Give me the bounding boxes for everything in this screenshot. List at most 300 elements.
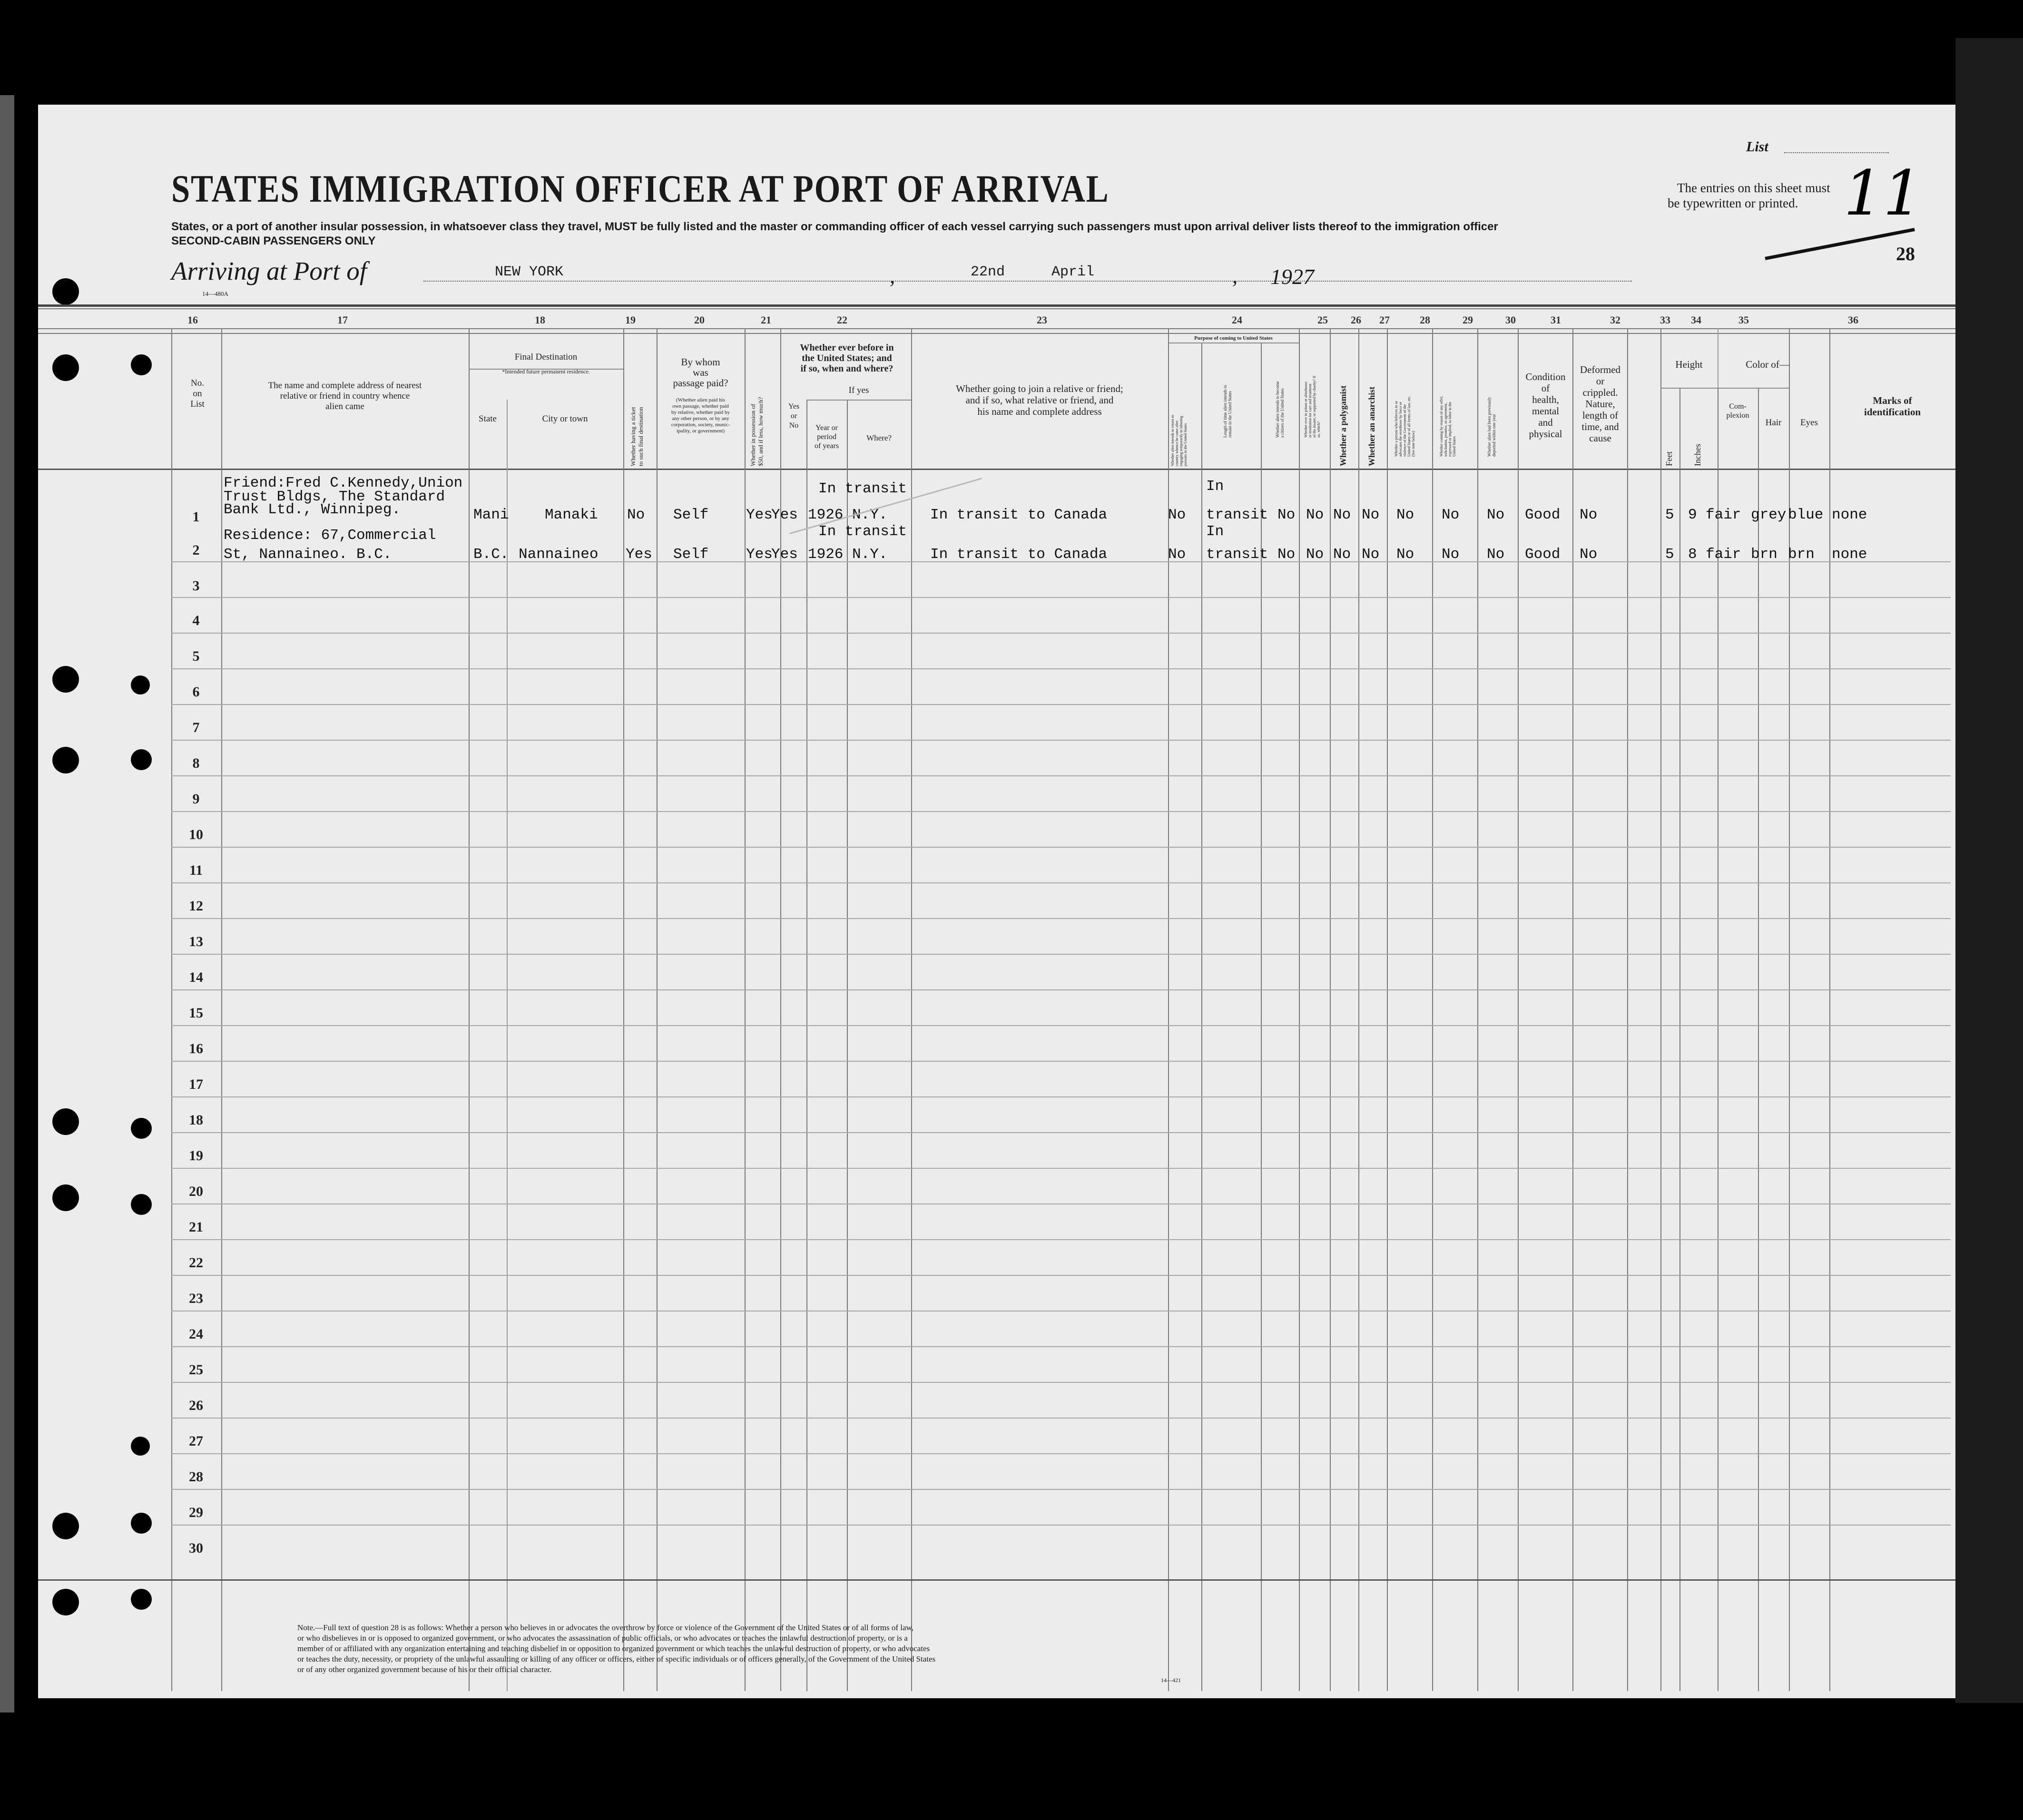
row2-paid-by: Self (673, 546, 709, 563)
header-col-22-ifyes: If yes (848, 385, 869, 395)
header-col-28 (1394, 396, 1415, 457)
punch-hole (131, 1513, 152, 1534)
header-col-32-line: or (1596, 375, 1605, 387)
col-num-24: 24 (1232, 314, 1242, 326)
header-col-33-inches: Inches (1693, 444, 1702, 466)
row2-believes: No (1396, 546, 1414, 563)
header-col-31-line: mental (1532, 405, 1560, 417)
header-col-22-yesno-line: No (789, 421, 799, 430)
row2-deported: No (1487, 546, 1505, 563)
row-number: 16 (189, 1041, 203, 1057)
header-col-20-line: By whom (681, 356, 720, 368)
sheet-number: 28 (1896, 243, 1915, 264)
row-number: 13 (189, 934, 203, 949)
header-col-17-line: relative or friend in country whence (280, 391, 410, 401)
header-col-20 (659, 357, 742, 388)
row-number: 6 (192, 684, 200, 700)
header-col-31-line: Condition (1525, 371, 1566, 382)
binding-strip (0, 95, 14, 1712)
row-guide-line (171, 633, 1951, 634)
header-col-24-b-line: remain in the United States (1228, 391, 1232, 438)
punch-hole (52, 666, 79, 693)
row2-relative-line: St, Nannaineo. B.C. (224, 546, 392, 563)
row-number: 30 (189, 1540, 203, 1556)
col-divider (1758, 388, 1759, 1691)
col-divider (1432, 328, 1433, 1691)
signature-stroke (1765, 228, 1915, 260)
header-col-22-yesno-line: or (790, 412, 797, 420)
row2-relative-line: Residence: 67,Commercial (224, 527, 436, 544)
row-number: 1 (192, 509, 200, 525)
form-subtitle: States, or a port of another insular possession, in whatsoever class they travel, MUST be fully listed and the master or commanding officer of each vessel carrying such passengers must upon arrival deliver lists thereof to the immigration officer (171, 220, 1498, 233)
header-col-28-line: violence of the Government of the (1403, 404, 1407, 457)
row-guide-line (171, 1489, 1951, 1490)
row1-believes: No (1396, 507, 1414, 523)
header-col-36-line: identification (1864, 406, 1921, 418)
row-guide-line (171, 1275, 1951, 1276)
row-number: 18 (189, 1112, 203, 1128)
header-col-33-title: Height (1675, 359, 1703, 370)
row-number: 26 (189, 1398, 203, 1413)
row1-length-line: transit (1206, 507, 1268, 523)
col-divider (1572, 328, 1573, 1691)
row2-before-year-where: 1926 N.Y. (808, 546, 888, 563)
col-divider (657, 328, 658, 1691)
col-divider (1679, 388, 1680, 1691)
row2-length-line: transit (1206, 546, 1268, 563)
header-col-24-a (1170, 415, 1188, 466)
header-col-26: Whether a polygamist (1338, 385, 1348, 466)
list-label-line (1784, 152, 1889, 153)
row-guide-line (171, 1239, 1951, 1240)
row-number: 19 (189, 1148, 203, 1164)
header-col-20-note-line: corporation, society, munic- (671, 422, 730, 428)
row1-has-50: Yes (746, 507, 773, 523)
header-col-24-a-line: Whether alien intends to return to (1170, 415, 1175, 466)
col-num-30: 30 (1505, 314, 1516, 326)
header-col-24-c (1275, 382, 1285, 438)
header-col-25 (1304, 376, 1321, 438)
row1-return: No (1168, 507, 1186, 523)
header-col-32-line: cause (1589, 432, 1611, 444)
punch-hole (52, 747, 79, 773)
punch-hole (131, 1589, 152, 1610)
note-line: or of any other organized government because of his or their official character. (297, 1665, 552, 1674)
col-num-34: 34 (1691, 314, 1701, 326)
col-divider (1518, 328, 1519, 1691)
header-col-21-line: $50, and if less, how much? (757, 397, 764, 466)
header-col-22-year-line: Year or (815, 424, 838, 432)
header-col-24-title: Purpose of coming to United States (1194, 335, 1273, 341)
row-number: 28 (189, 1469, 203, 1485)
col-divider (1477, 328, 1478, 1691)
arriving-label: Arriving at Port of (171, 256, 367, 285)
header-col-35-title: Color of— (1746, 359, 1789, 370)
col-divider (1627, 328, 1628, 1691)
header-col-20-note-line: by relative, whether paid by (671, 410, 730, 415)
col-num-36: 36 (1848, 314, 1858, 326)
header-col-31-line: health, (1532, 394, 1559, 405)
header-sub-rule (1660, 388, 1718, 389)
row-guide-line (171, 1525, 1951, 1526)
row-number: 8 (192, 755, 200, 771)
comma-1: , (890, 264, 895, 288)
header-col-23-line: his name and complete address (977, 406, 1102, 417)
header-col-20-note (659, 397, 742, 434)
row2-state: B.C. (473, 546, 509, 563)
col-num-28: 28 (1420, 314, 1430, 326)
header-col-31-line: physical (1529, 428, 1562, 440)
punch-hole (52, 1184, 79, 1211)
header-bottom-rule (38, 469, 1955, 470)
row-number: 22 (189, 1255, 203, 1271)
header-col-24-b-line: Length of time alien intends to (1223, 385, 1228, 438)
row2-feet: 5 (1665, 546, 1674, 563)
row1-hair: grey (1751, 507, 1787, 523)
row-guide-line (171, 775, 1951, 776)
punch-hole (131, 1118, 152, 1139)
col-num-21: 21 (761, 314, 771, 326)
row-number: 14 (189, 969, 203, 985)
header-col-28-line: United States or of all forms of law, etc. (1407, 396, 1411, 457)
header-col-28-line: Whether a person who believes in or (1394, 401, 1398, 457)
col-divider (806, 400, 807, 1691)
row-guide-line (171, 918, 1951, 919)
col-divider (1718, 328, 1719, 1691)
row2-anarchist: No (1362, 546, 1380, 563)
header-col-25-line: of the insane, or supported by charity? If (1312, 375, 1316, 438)
header-col-29-line: Whether coming by reason of any offer, (1439, 396, 1444, 457)
header-col-36 (1829, 395, 1955, 418)
row1-before-note: In transit (818, 480, 907, 497)
header-col-20-note-line: own passage, whether paid (672, 403, 729, 409)
col-num-18: 18 (535, 314, 545, 326)
row1-city: Manaki (545, 507, 598, 523)
header-col-19-line: Whether having a ticket (629, 407, 637, 466)
punch-hole (131, 1194, 152, 1215)
col-divider (1387, 328, 1388, 1691)
row-number: 20 (189, 1184, 203, 1199)
header-col-29-line: expressed or implied, to labor in the (1448, 401, 1452, 457)
port-name: NEW YORK (495, 264, 564, 280)
row1-ticket: No (627, 507, 645, 523)
header-col-29 (1439, 396, 1456, 457)
col-num-32: 32 (1610, 314, 1620, 326)
col-divider (221, 328, 222, 1691)
row-guide-line (171, 740, 1951, 741)
header-col-25-line: or institution for care and treatment (1308, 383, 1312, 438)
header-col-25-line: so, which? (1316, 421, 1321, 438)
row-guide-line (171, 847, 1951, 848)
header-col-21 (749, 397, 765, 466)
col-divider (1829, 328, 1830, 1691)
header-col-29-line: United States (1452, 436, 1456, 457)
row-number: 2 (192, 542, 200, 558)
col-divider (623, 328, 624, 1691)
header-col-18-note: *Intended future permanent residence. (502, 368, 590, 375)
header-col-27: Whether an anarchist (1367, 386, 1376, 466)
header-col-34-line: plexion (1726, 411, 1749, 420)
header-col-34-line: Com- (1729, 402, 1747, 411)
header-col-30 (1487, 397, 1496, 457)
row-guide-line (171, 1168, 1951, 1169)
header-col-20-note-line: (Whether alien paid his (676, 397, 725, 403)
row1-length-line: In (1206, 478, 1224, 495)
row-guide-line (171, 1061, 1951, 1062)
row-number: 21 (189, 1219, 203, 1235)
row1-inches: 9 (1688, 507, 1697, 523)
row1-paid-by: Self (673, 507, 709, 523)
header-col-25-line: Whether ever in prison or almshouse (1304, 382, 1308, 438)
col-divider (1330, 328, 1331, 1691)
col-divider (780, 328, 781, 1691)
col-num-31: 31 (1551, 314, 1561, 326)
header-col-19 (629, 407, 645, 466)
header-col-16-line: List (190, 399, 205, 409)
row1-eyes: blue (1788, 507, 1824, 523)
header-top-rule-2 (38, 308, 1955, 309)
header-col-16 (174, 378, 221, 410)
row-guide-line (171, 1346, 1951, 1347)
col-divider (847, 400, 848, 1691)
header-col-31-line: and (1538, 417, 1553, 428)
header-col-35-hair: Hair (1765, 418, 1782, 428)
col-num-33: 33 (1660, 314, 1670, 326)
punch-hole (52, 1589, 79, 1615)
row-number: 12 (189, 898, 203, 914)
arrival-day: 22nd (971, 264, 1005, 280)
row-number: 10 (189, 827, 203, 842)
header-col-22-line: if so, when and where? (800, 363, 894, 374)
row2-before-note: In transit (818, 523, 907, 540)
arrival-month: April (1051, 264, 1095, 280)
header-col-30-line: Whether alien had been previously (1487, 397, 1492, 457)
header-col-20-note-line: ipality, or government) (676, 428, 725, 434)
col-number-rule (38, 328, 1955, 329)
header-col-17-line: alien came (325, 401, 364, 411)
header-col-24-b (1223, 385, 1232, 438)
row2-citizen: No (1277, 546, 1296, 563)
row1-health: Good (1525, 507, 1561, 523)
list-label: List (1746, 139, 1768, 155)
punch-hole (131, 354, 152, 375)
row-guide-line (171, 1418, 1951, 1419)
row2-eyes: brn (1788, 546, 1815, 563)
header-col-32 (1573, 364, 1627, 444)
row1-feet: 5 (1665, 507, 1674, 523)
row2-length-line: In (1206, 523, 1224, 540)
col-divider (469, 328, 470, 1691)
col-num-16: 16 (187, 314, 198, 326)
row2-before-yes: Yes (771, 546, 798, 563)
header-col-22-yesno-line: Yes (788, 402, 800, 411)
note-line: member of or affiliated with any organization entertaining and teaching disbelief in or opposition to organized government or which teaches the unlawful destruction of property, or who advocates (297, 1644, 930, 1653)
cabin-class: SECOND-CABIN PASSENGERS ONLY (171, 235, 376, 247)
col-divider (1299, 328, 1300, 1691)
header-col-32-line: time, and (1581, 421, 1619, 432)
row-guide-line (171, 597, 1951, 598)
header-col-30-line: deported within one year (1492, 414, 1496, 457)
row2-deformed: No (1580, 546, 1598, 563)
note-line: Note.—Full text of question 28 is as follows: Whether a person who believes in or advocates the overthrow by force or violence of the Government of the United States or of all forms of law, (297, 1623, 913, 1632)
header-col-18-city: City or town (542, 414, 588, 424)
row-number: 7 (192, 720, 200, 735)
header-col-32-line: Deformed (1580, 364, 1621, 375)
col-num-17: 17 (337, 314, 348, 326)
row1-relative-line: Friend:Fred C.Kennedy,Union (224, 475, 463, 491)
header-col-20-note-line: any other person, or by any (672, 416, 729, 421)
row-number: 4 (192, 613, 200, 628)
header-col-16-line: on (193, 389, 202, 399)
row-guide-line (171, 1382, 1951, 1383)
manifest-sheet (38, 105, 1955, 1698)
col-divider (911, 328, 912, 1691)
header-sub-rule (806, 400, 911, 401)
row-guide-line (171, 1096, 1951, 1097)
punch-hole (52, 1513, 79, 1539)
row-number: 23 (189, 1291, 203, 1306)
header-col-22-line: Whether ever before in (800, 342, 894, 353)
header-col-22-year-line: period (817, 433, 836, 441)
row2-city: Nannaineo (519, 546, 599, 563)
col-divider (745, 328, 746, 1691)
col-divider (1789, 328, 1790, 1691)
row-guide-line (171, 882, 1951, 883)
header-col-23 (913, 383, 1166, 417)
row-number: 25 (189, 1362, 203, 1378)
header-sub-rule (1718, 388, 1789, 389)
header-col-34 (1718, 402, 1758, 420)
col-num-22: 22 (837, 314, 847, 326)
header-col-29-line: solicitation, promise, or agreement, (1444, 402, 1448, 457)
header-col-22-year-line: of years (814, 442, 839, 450)
row2-inches: 8 (1688, 546, 1697, 563)
row2-complexion: fair (1706, 546, 1741, 563)
row1-join: In transit to Canada (930, 507, 1108, 523)
header-col-17 (224, 381, 466, 412)
header-col-28-line: (See note below) (1411, 431, 1415, 457)
row-guide-line (171, 704, 1951, 705)
row1-marks: none (1832, 507, 1867, 523)
header-col-36-line: Marks of (1873, 395, 1912, 406)
note-line: or who disbelieves in or is opposed to organized government, or who advocates the assassination of public officials, or who advocates or teaches the unlawful destruction of property, or is a (297, 1634, 908, 1643)
row-guide-line (171, 1132, 1951, 1133)
row1-before-year-where: 1926 N.Y. (808, 507, 888, 523)
comma-2: , (1232, 264, 1237, 288)
row1-offer: No (1442, 507, 1460, 523)
row1-relative-line: Bank Ltd., Winnipeg. (224, 501, 401, 518)
table-bottom-rule (38, 1579, 1955, 1581)
header-col-28-line: advocates the overthrow by force or (1398, 401, 1403, 457)
row1-anarchist: No (1362, 507, 1380, 523)
header-col-32-line: crippled. (1582, 387, 1618, 398)
col-num-26: 26 (1351, 314, 1361, 326)
header-col-18-title: Final Destination (514, 352, 578, 362)
col-divider (171, 328, 172, 1691)
header-col-20-line: was (693, 367, 708, 378)
col-num-23: 23 (1037, 314, 1047, 326)
header-col-22-line: the United States; and (802, 353, 892, 363)
col-divider (1168, 328, 1169, 1691)
col-num-19: 19 (625, 314, 636, 326)
row1-prison: No (1306, 507, 1324, 523)
arrival-year: 1927 (1270, 264, 1314, 289)
punch-hole (52, 278, 79, 305)
header-col-20-line: passage paid? (673, 377, 728, 389)
header-col-16-line: No. (191, 378, 204, 388)
row1-deformed: No (1580, 507, 1598, 523)
row2-return: No (1168, 546, 1186, 563)
col-num-25: 25 (1317, 314, 1328, 326)
punch-hole (52, 354, 79, 381)
header-col-24-c-line: Whether alien intends to become (1275, 381, 1280, 438)
header-col-18-split (507, 400, 508, 1691)
row-guide-line (171, 811, 1951, 812)
row-number: 29 (189, 1505, 203, 1520)
note-line: or teaches the duty, necessity, or propriety of the unlawful assaulting or killing of any officer or officers, either of specific individuals or of officers generally, of the Government of the United States (297, 1654, 936, 1663)
entries-note-line-1: The entries on this sheet must (1677, 181, 1830, 195)
row2-join: In transit to Canada (930, 546, 1108, 563)
col-num-29: 29 (1463, 314, 1473, 326)
punch-hole (131, 675, 150, 695)
row-guide-line (171, 668, 1951, 669)
header-col-31 (1519, 371, 1572, 440)
form-title: STATES IMMIGRATION OFFICER AT PORT OF ARRIVAL (171, 167, 1110, 210)
entries-note-line-2: be typewritten or printed. (1668, 196, 1798, 210)
form-code: 14—480A (202, 290, 228, 297)
header-col-24-a-line: pursuits in the United States (1183, 423, 1188, 466)
row2-ticket: Yes (626, 546, 652, 563)
row2-health: Good (1525, 546, 1561, 563)
header-col-32-line: Nature, (1585, 398, 1615, 410)
header-col-34-divider (1718, 328, 1719, 388)
header-col-31-line: of (1541, 382, 1550, 394)
row2-offer: No (1442, 546, 1460, 563)
header-col-21-line: Whether in possession of (749, 403, 756, 466)
header-col-35-eyes: Eyes (1800, 418, 1818, 428)
row1-relative-line: Trust Bldgs, The Standard (224, 489, 445, 505)
header-col-23-line: and if so, what relative or friend, and (965, 394, 1114, 406)
row-guide-line (171, 1453, 1951, 1454)
col-divider (1358, 328, 1359, 1691)
row-number: 5 (192, 648, 200, 664)
right-edge-shadow (1955, 38, 2023, 1703)
row-number: 9 (192, 791, 200, 807)
row1-deported: No (1487, 507, 1505, 523)
row-number: 27 (189, 1433, 203, 1449)
col-num-27: 27 (1379, 314, 1390, 326)
row-guide-line (171, 1025, 1951, 1026)
row1-complexion: fair (1706, 507, 1741, 523)
header-col-32-line: length of (1582, 410, 1619, 421)
punch-hole (131, 1437, 150, 1456)
row1-polygamist: No (1333, 507, 1351, 523)
footer-code: 14—421 (1161, 1677, 1181, 1683)
row2-has-50: Yes (746, 546, 773, 563)
punch-hole (52, 1108, 79, 1135)
row1-citizen: No (1277, 507, 1296, 523)
row1-state: Mani (473, 507, 509, 523)
list-number: 11 (1844, 157, 1923, 229)
header-col-17-line: The name and complete address of nearest (268, 381, 422, 391)
row2-hair: brn (1751, 546, 1777, 563)
header-col-24-a-line: country whence he came after (1175, 421, 1179, 466)
punch-hole (131, 749, 152, 770)
header-col-33-feet: Feet (1664, 451, 1674, 466)
header-col-24-a-line: engaging temporarily in laboring (1179, 416, 1183, 466)
row2-polygamist: No (1333, 546, 1351, 563)
row-number: 17 (189, 1076, 203, 1092)
